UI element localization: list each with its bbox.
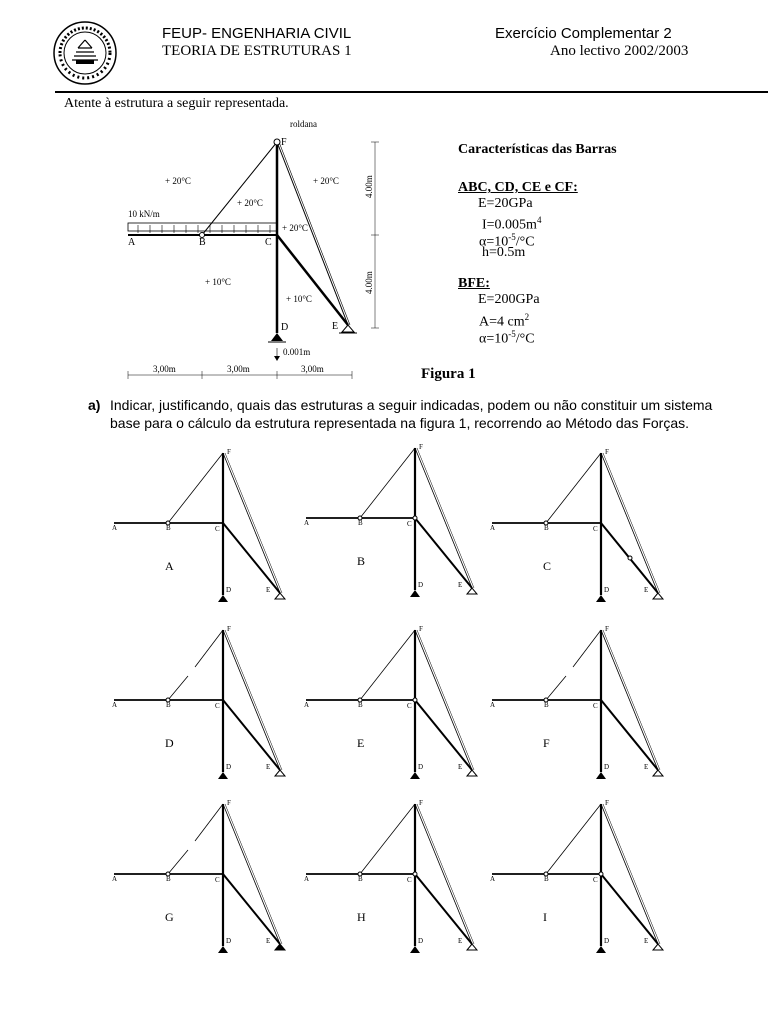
svg-text:A: A <box>304 701 310 709</box>
temp-label: + 10°C <box>205 277 231 287</box>
svg-text:D: D <box>418 581 424 589</box>
group1-line: E=20GPa <box>478 196 533 211</box>
svg-text:C: C <box>593 525 598 533</box>
temp-label: + 20°C <box>165 176 191 186</box>
option-structure-5 <box>302 622 482 782</box>
svg-text:E: E <box>644 937 649 945</box>
load-label: 10 kN/m <box>128 209 160 219</box>
node-label: E <box>332 321 339 332</box>
svg-text:C: C <box>215 525 220 533</box>
svg-text:D: D <box>418 763 424 771</box>
svg-text:B: B <box>544 524 549 532</box>
svg-text:E: E <box>458 937 463 945</box>
svg-text:C: C <box>407 702 412 710</box>
svg-text:B: B <box>544 701 549 709</box>
temp-label: + 20°C <box>237 198 263 208</box>
svg-text:B: B <box>358 875 363 883</box>
group2-title: BFE: <box>458 276 490 291</box>
option-label: I <box>543 910 547 924</box>
svg-text:E: E <box>266 763 271 771</box>
node-label: F <box>281 137 287 148</box>
svg-text:B: B <box>544 875 549 883</box>
option-structure-4 <box>110 622 290 782</box>
pulley-label: roldana <box>290 119 317 129</box>
svg-text:E: E <box>266 586 271 594</box>
svg-text:A: A <box>490 524 496 532</box>
option-structure-9 <box>488 796 668 956</box>
intro-text: Atente à estrutura a seguir representada. <box>64 96 289 111</box>
svg-text:C: C <box>407 520 412 528</box>
option-label: F <box>543 736 550 750</box>
svg-text:A: A <box>304 519 310 527</box>
figure-caption: Figura 1 <box>421 366 476 382</box>
svg-text:F: F <box>227 448 231 456</box>
svg-text:A: A <box>490 875 496 883</box>
university-seal <box>52 20 118 86</box>
node-label: D <box>281 322 289 333</box>
option-structure-7 <box>110 796 290 956</box>
svg-text:F: F <box>419 625 423 633</box>
svg-text:C: C <box>593 702 598 710</box>
group1-line: $I=0.005m^4$ <box>482 215 542 233</box>
group1-title: ABC, CD, CE e CF: <box>458 180 578 195</box>
svg-text:C: C <box>407 876 412 884</box>
span-label: 3,00m <box>153 364 176 374</box>
figure-1-structure <box>120 118 420 388</box>
option-label: C <box>543 559 552 573</box>
svg-text:A: A <box>112 701 118 709</box>
svg-text:F: F <box>227 625 231 633</box>
course-name: TEORIA DE ESTRUTURAS 1 <box>162 43 352 59</box>
svg-text:E: E <box>644 586 649 594</box>
height-label: 4.00m <box>364 271 374 294</box>
svg-text:E: E <box>458 581 463 589</box>
option-label: E <box>357 736 365 750</box>
svg-text:C: C <box>215 876 220 884</box>
svg-text:A: A <box>304 875 310 883</box>
option-structure-6 <box>488 622 668 782</box>
svg-text:D: D <box>226 586 232 594</box>
option-label: A <box>165 559 174 573</box>
option-structure-8 <box>302 796 482 956</box>
svg-text:F: F <box>227 799 231 807</box>
svg-text:B: B <box>166 701 171 709</box>
svg-text:E: E <box>266 937 271 945</box>
svg-text:D: D <box>226 763 232 771</box>
svg-text:D: D <box>604 586 610 594</box>
svg-text:A: A <box>112 524 118 532</box>
svg-text:A: A <box>490 701 496 709</box>
svg-text:B: B <box>166 875 171 883</box>
group1-line: $\alpha=10^{-5}/^\circ C$ <box>479 232 535 250</box>
properties-title: Características das Barras <box>458 142 617 157</box>
svg-text:F: F <box>605 625 609 633</box>
svg-text:D: D <box>418 937 424 945</box>
svg-text:C: C <box>215 702 220 710</box>
exercise-title: Exercício Complementar 2 <box>495 25 672 42</box>
svg-text:F: F <box>605 799 609 807</box>
option-structure-1 <box>110 445 290 605</box>
header-rule <box>55 91 768 93</box>
question-letter: a) <box>88 397 101 413</box>
option-structure-3 <box>488 445 668 605</box>
svg-text:B: B <box>358 701 363 709</box>
temp-label: + 10°C <box>286 294 312 304</box>
svg-text:D: D <box>604 763 610 771</box>
academic-year: Ano lectivo 2002/2003 <box>550 43 689 59</box>
settlement-label: 0.001m <box>283 347 311 357</box>
svg-text:C: C <box>593 876 598 884</box>
svg-text:B: B <box>358 519 363 527</box>
question-text: Indicar, justificando, quais das estruturas a seguir indicadas, podem ou não constituir um sistema base para o cálculo da estrutura representada na figura 1, recorrendo ao Método das Forças. <box>110 397 713 431</box>
span-label: 3,00m <box>301 364 324 374</box>
temp-label: + 20°C <box>313 176 339 186</box>
svg-text:A: A <box>112 875 118 883</box>
option-label: H <box>357 910 366 924</box>
group1-line: h=0.5m <box>482 245 526 260</box>
group2-line: A=4 $cm^2$ <box>479 312 530 330</box>
svg-text:D: D <box>226 937 232 945</box>
svg-text:D: D <box>604 937 610 945</box>
option-label: D <box>165 736 174 750</box>
svg-text:F: F <box>605 448 609 456</box>
institution-name: FEUP- ENGENHARIA CIVIL <box>162 25 352 42</box>
svg-text:E: E <box>644 763 649 771</box>
group2-line: $\alpha=10^{-5}/^\circ C$ <box>479 329 535 347</box>
node-label: C <box>265 237 272 248</box>
span-label: 3,00m <box>227 364 250 374</box>
svg-text:B: B <box>166 524 171 532</box>
option-structure-2 <box>302 440 482 600</box>
svg-text:E: E <box>458 763 463 771</box>
option-label: G <box>165 910 174 924</box>
option-label: B <box>357 554 366 568</box>
svg-text:F: F <box>419 443 423 451</box>
node-label: B <box>199 237 206 248</box>
group2-line: E=200GPa <box>478 292 540 307</box>
svg-text:F: F <box>419 799 423 807</box>
node-label: A <box>128 237 136 248</box>
height-label: 4.00m <box>364 175 374 198</box>
temp-label: + 20°C <box>282 223 308 233</box>
